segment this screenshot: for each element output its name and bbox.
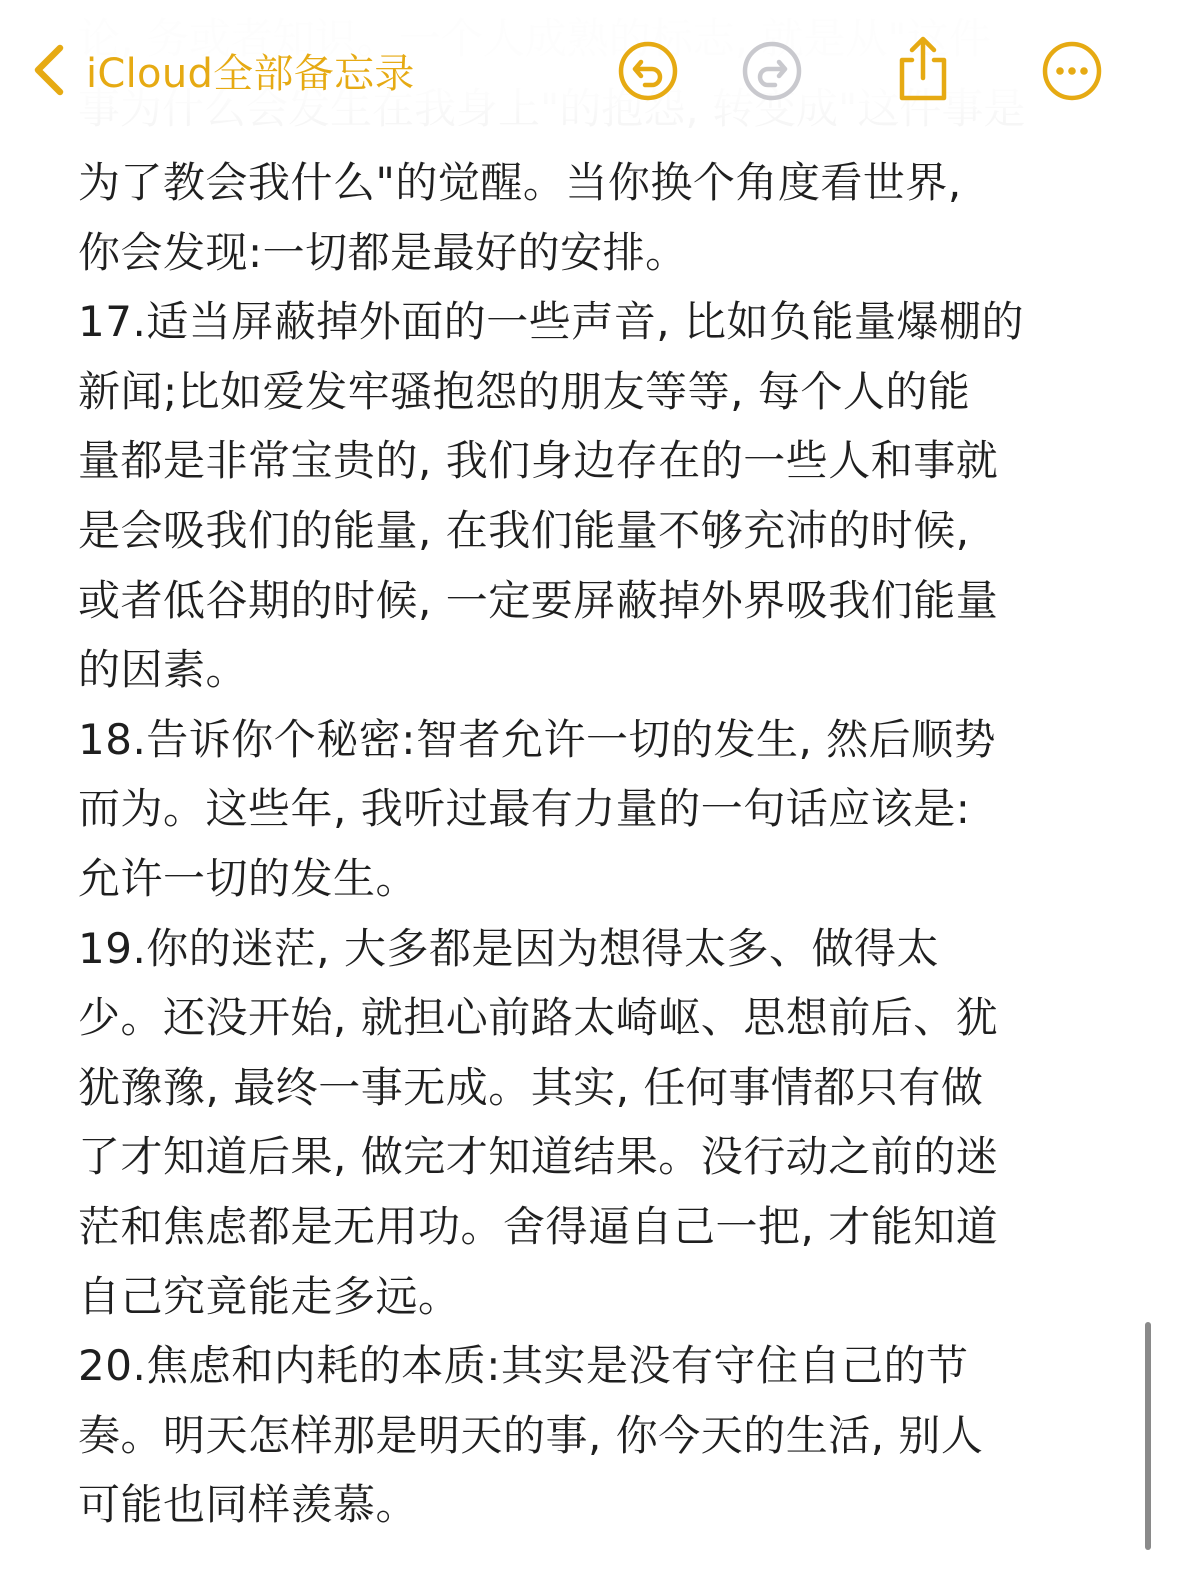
note-line: 19.你的迷茫, 大多都是因为想得太多、做得太 (78, 923, 939, 973)
share-icon (892, 34, 954, 104)
note-line: 而为。这些年, 我听过最有力量的一句话应该是: (78, 784, 971, 834)
back-button[interactable] (30, 40, 415, 100)
note-line: 或者低谷期的时候, 一定要屏蔽掉外界吸我们能量 (78, 575, 999, 625)
note-line: 17.适当屏蔽掉外面的一些声音, 比如负能量爆棚的 (78, 297, 1024, 347)
note-line: 奏。明天怎样那是明天的事, 你今天的生活, 别人 (78, 1410, 984, 1460)
note-line: 20.焦虑和内耗的本质:其实是没有守住自己的节 (78, 1341, 969, 1391)
note-line: 犹豫豫, 最终一事无成。其实, 任何事情都只有做 (78, 1062, 984, 1112)
more-icon (1041, 40, 1103, 102)
note-line: 18.告诉你个秘密:智者允许一切的发生, 然后顺势 (78, 714, 997, 764)
note-line: 新闻;比如爱发牢骚抱怨的朋友等等, 每个人的能 (78, 366, 971, 416)
note-line: 允许一切的发生。 (78, 853, 419, 903)
note-line: 自己究竟能走多远。 (78, 1271, 461, 1321)
note-line: 你会发现:一切都是最好的安排。 (78, 227, 688, 277)
undo-button[interactable] (617, 40, 679, 102)
note-line: 量都是非常宝贵的, 我们身边存在的一些人和事就 (78, 436, 999, 486)
navigation-bar (0, 0, 1179, 138)
undo-icon (617, 40, 679, 102)
chevron-left-icon (30, 42, 68, 98)
note-body[interactable] (78, 148, 1098, 1540)
redo-icon (741, 40, 803, 102)
more-button[interactable] (1041, 40, 1103, 102)
note-line: 的因素。 (78, 645, 249, 695)
note-line: 可能也同样羡慕。 (78, 1480, 419, 1530)
redo-button[interactable] (741, 40, 803, 102)
note-line: 是会吸我们的能量, 在我们能量不够充沛的时候, (78, 505, 970, 555)
note-line: 为了教会我什么"的觉醒。当你换个角度看世界, (78, 158, 962, 207)
share-button[interactable] (892, 34, 954, 104)
note-line: 少。还没开始, 就担心前路太崎岖、思想前后、犹 (78, 993, 999, 1043)
vertical-scrollbar[interactable] (1145, 1322, 1151, 1550)
note-line: 了才知道后果, 做完才知道结果。没行动之前的迷 (78, 1132, 999, 1182)
back-label: iCloud全部备忘录 (86, 50, 415, 97)
note-line: 茫和焦虑都是无用功。舍得逼自己一把, 才能知道 (78, 1201, 999, 1251)
